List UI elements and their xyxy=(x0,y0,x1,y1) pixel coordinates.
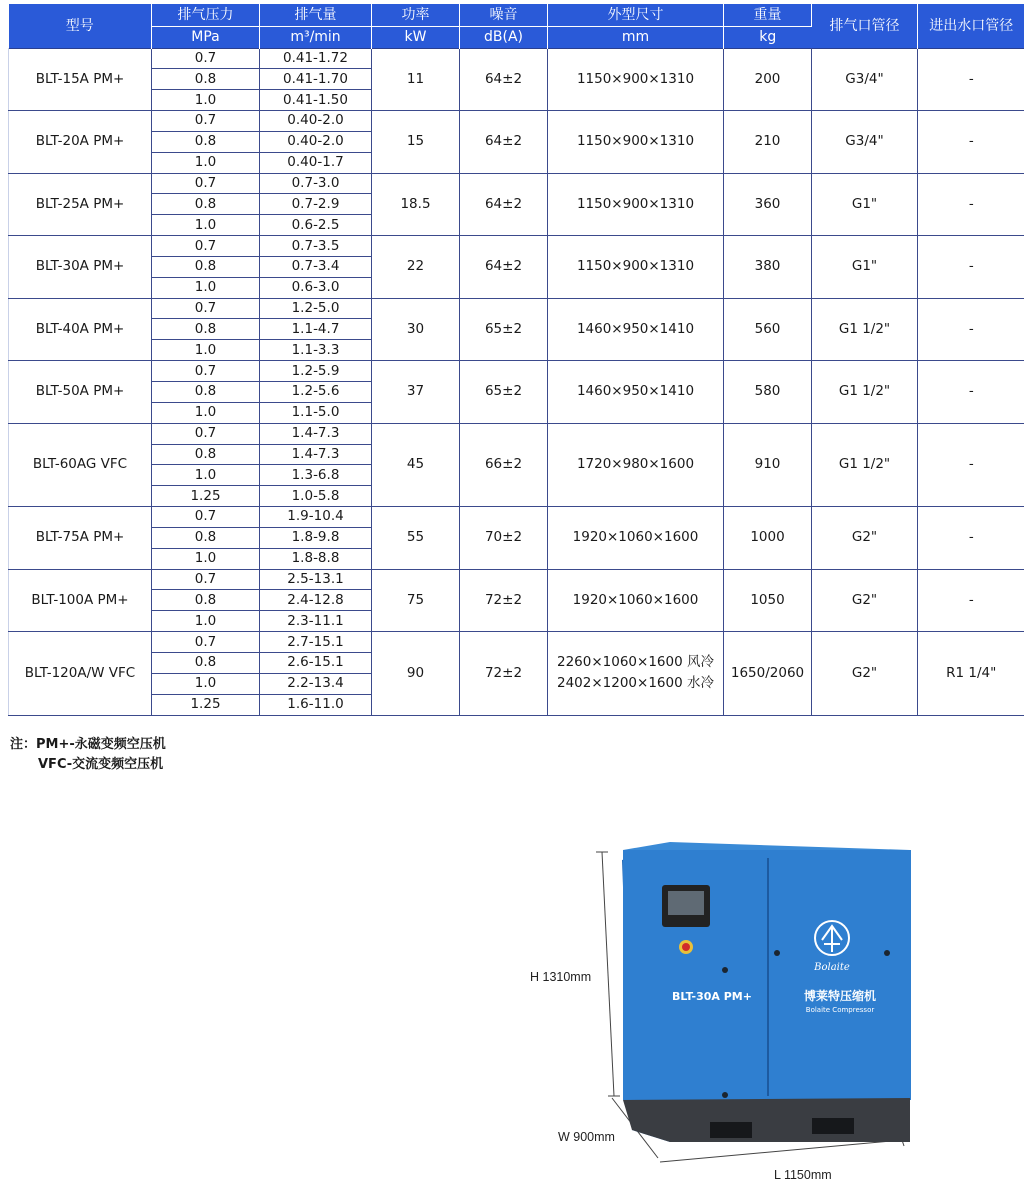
dims-line: 2402×1200×1600 水冷 xyxy=(557,675,714,692)
cell-pressure: 1.0 xyxy=(152,673,260,694)
dims-line: 1920×1060×1600 xyxy=(572,591,699,608)
cell-noise: 72±2 xyxy=(460,632,548,715)
cell-pressure: 1.25 xyxy=(152,694,260,715)
cell-water: - xyxy=(918,423,1024,506)
height-dimension-line xyxy=(602,852,614,1096)
dims-line: 1720×980×1600 xyxy=(576,456,695,473)
cell-outlet: G1 1/2" xyxy=(812,361,918,424)
cell-water: - xyxy=(918,111,1024,174)
cell-noise: 65±2 xyxy=(460,298,548,361)
cell-outlet: G2" xyxy=(812,632,918,715)
unit-weight: kg xyxy=(724,26,812,48)
cell-flow: 1.4-7.3 xyxy=(260,444,372,465)
dims-line: 1150×900×1310 xyxy=(576,133,695,150)
cell-flow: 2.3-11.1 xyxy=(260,611,372,632)
cell-power: 37 xyxy=(372,361,460,424)
cell-pressure: 0.7 xyxy=(152,361,260,382)
cell-power: 90 xyxy=(372,632,460,715)
cell-flow: 1.3-6.8 xyxy=(260,465,372,486)
cell-model: BLT-25A PM+ xyxy=(9,173,152,236)
cell-dims xyxy=(548,111,724,174)
cell-pressure: 1.0 xyxy=(152,90,260,111)
cell-flow: 1.1-4.7 xyxy=(260,319,372,340)
cell-flow: 0.40-2.0 xyxy=(260,131,372,152)
cell-model: BLT-15A PM+ xyxy=(9,48,152,111)
cell-weight: 1000 xyxy=(724,507,812,570)
unit-flow: m³/min xyxy=(260,26,372,48)
cell-pressure: 1.0 xyxy=(152,548,260,569)
cell-outlet: G2" xyxy=(812,507,918,570)
cell-noise: 70±2 xyxy=(460,507,548,570)
cell-flow: 0.7-3.5 xyxy=(260,236,372,257)
cell-weight: 1650/2060 xyxy=(724,632,812,715)
table-row xyxy=(9,48,1024,69)
cell-outlet: G3/4" xyxy=(812,48,918,111)
table-row xyxy=(9,111,1024,132)
unit-dims: mm xyxy=(548,26,724,48)
cell-noise: 64±2 xyxy=(460,173,548,236)
cell-water: - xyxy=(918,173,1024,236)
col-weight: 重量 xyxy=(724,4,812,26)
cell-flow: 2.7-15.1 xyxy=(260,632,372,653)
cell-water: R1 1/4" xyxy=(918,632,1024,715)
cell-pressure: 0.7 xyxy=(152,236,260,257)
cell-noise: 65±2 xyxy=(460,361,548,424)
cell-pressure: 0.8 xyxy=(152,444,260,465)
forklift-slot-right xyxy=(812,1118,854,1134)
table-row xyxy=(9,507,1024,528)
cell-pressure: 0.8 xyxy=(152,382,260,403)
cell-dims xyxy=(548,361,724,424)
note-vfc: VFC-交流变频空压机 xyxy=(38,757,164,772)
cell-pressure: 0.7 xyxy=(152,48,260,69)
cell-water: - xyxy=(918,361,1024,424)
cell-noise: 64±2 xyxy=(460,111,548,174)
length-label: L 1150mm xyxy=(774,1168,832,1182)
cell-pressure: 1.25 xyxy=(152,486,260,507)
cell-flow: 1.4-7.3 xyxy=(260,423,372,444)
cell-power: 15 xyxy=(372,111,460,174)
cell-flow: 2.6-15.1 xyxy=(260,652,372,673)
cell-dims xyxy=(548,298,724,361)
dims-line: 1460×950×1410 xyxy=(576,320,695,337)
cell-noise: 72±2 xyxy=(460,569,548,632)
cell-flow: 1.0-5.8 xyxy=(260,486,372,507)
cell-water: - xyxy=(918,48,1024,111)
cell-weight: 910 xyxy=(724,423,812,506)
cell-outlet: G1 1/2" xyxy=(812,298,918,361)
cell-weight: 1050 xyxy=(724,569,812,632)
cell-dims xyxy=(548,507,724,570)
cell-weight: 360 xyxy=(724,173,812,236)
cell-flow: 1.2-5.0 xyxy=(260,298,372,319)
cell-pressure: 1.0 xyxy=(152,340,260,361)
cell-flow: 1.1-3.3 xyxy=(260,340,372,361)
cell-flow: 1.9-10.4 xyxy=(260,507,372,528)
cell-weight: 200 xyxy=(724,48,812,111)
cell-pressure: 0.7 xyxy=(152,298,260,319)
dims-line: 1150×900×1310 xyxy=(576,70,695,87)
cell-pressure: 0.7 xyxy=(152,423,260,444)
cell-noise: 64±2 xyxy=(460,48,548,111)
height-label: H 1310mm xyxy=(530,970,592,984)
cell-outlet: G3/4" xyxy=(812,111,918,174)
cell-flow: 0.6-2.5 xyxy=(260,215,372,236)
cell-flow: 2.5-13.1 xyxy=(260,569,372,590)
col-outlet: 排气口管径 xyxy=(812,4,918,48)
cell-dims xyxy=(548,632,724,715)
cell-noise: 64±2 xyxy=(460,236,548,299)
cell-power: 75 xyxy=(372,569,460,632)
table-row xyxy=(9,236,1024,257)
logo-script: Bolaite xyxy=(814,962,850,973)
cell-dims xyxy=(548,569,724,632)
brand-en: Bolaite Compressor xyxy=(805,1006,875,1014)
cell-flow: 0.41-1.50 xyxy=(260,90,372,111)
cell-model: BLT-75A PM+ xyxy=(9,507,152,570)
col-flow: 排气量 xyxy=(260,4,372,26)
cell-pressure: 0.8 xyxy=(152,652,260,673)
cell-pressure: 0.8 xyxy=(152,131,260,152)
cell-weight: 210 xyxy=(724,111,812,174)
cell-dims xyxy=(548,173,724,236)
cell-weight: 560 xyxy=(724,298,812,361)
cell-outlet: G1" xyxy=(812,173,918,236)
cell-model: BLT-120A/W VFC xyxy=(9,632,152,715)
width-label: W 900mm xyxy=(558,1130,615,1144)
cell-pressure: 0.8 xyxy=(152,256,260,277)
table-row xyxy=(9,298,1024,319)
cell-flow: 1.8-9.8 xyxy=(260,527,372,548)
cell-flow: 1.1-5.0 xyxy=(260,402,372,423)
table-row xyxy=(9,361,1024,382)
col-water: 进出水口管径 xyxy=(918,4,1024,48)
cell-pressure: 0.7 xyxy=(152,111,260,132)
cell-pressure: 0.7 xyxy=(152,507,260,528)
cell-flow: 0.41-1.72 xyxy=(260,48,372,69)
cell-water: - xyxy=(918,236,1024,299)
cell-pressure: 0.8 xyxy=(152,194,260,215)
cell-flow: 0.6-3.0 xyxy=(260,277,372,298)
brand-cn: 博莱特压缩机 xyxy=(803,989,877,1003)
col-model: 型号 xyxy=(9,4,152,48)
cell-pressure: 1.0 xyxy=(152,215,260,236)
notes xyxy=(10,735,166,775)
col-dims: 外型尺寸 xyxy=(548,4,724,26)
cell-noise: 66±2 xyxy=(460,423,548,506)
cell-flow: 0.7-3.0 xyxy=(260,173,372,194)
table-row xyxy=(9,173,1024,194)
cell-flow: 0.7-2.9 xyxy=(260,194,372,215)
cell-outlet: G2" xyxy=(812,569,918,632)
cell-pressure: 1.0 xyxy=(152,277,260,298)
spec-table xyxy=(8,4,1024,716)
spec-body xyxy=(9,48,1024,715)
cell-model: BLT-30A PM+ xyxy=(9,236,152,299)
cell-flow: 0.41-1.70 xyxy=(260,69,372,90)
cell-power: 18.5 xyxy=(372,173,460,236)
col-power: 功率 xyxy=(372,4,460,26)
unit-power: kW xyxy=(372,26,460,48)
cell-flow: 1.2-5.9 xyxy=(260,361,372,382)
cell-outlet: G1 1/2" xyxy=(812,423,918,506)
cell-model: BLT-50A PM+ xyxy=(9,361,152,424)
dims-line: 1460×950×1410 xyxy=(576,383,695,400)
cell-dims xyxy=(548,423,724,506)
cell-water: - xyxy=(918,569,1024,632)
col-noise: 噪音 xyxy=(460,4,548,26)
cell-pressure: 0.8 xyxy=(152,527,260,548)
unit-pressure: MPa xyxy=(152,26,260,48)
cell-model: BLT-40A PM+ xyxy=(9,298,152,361)
note-pm: 注：PM+-永磁变频空压机 xyxy=(10,737,166,752)
cell-flow: 0.7-3.4 xyxy=(260,256,372,277)
col-pressure: 排气压力 xyxy=(152,4,260,26)
cell-weight: 580 xyxy=(724,361,812,424)
cell-power: 55 xyxy=(372,507,460,570)
cell-flow: 1.8-8.8 xyxy=(260,548,372,569)
header-row xyxy=(9,4,1024,26)
dims-line: 1150×900×1310 xyxy=(576,195,695,212)
panel-model-label: BLT-30A PM+ xyxy=(672,990,752,1003)
cell-power: 30 xyxy=(372,298,460,361)
cell-pressure: 1.0 xyxy=(152,402,260,423)
cell-pressure: 1.0 xyxy=(152,152,260,173)
cell-model: BLT-20A PM+ xyxy=(9,111,152,174)
cell-flow: 2.2-13.4 xyxy=(260,673,372,694)
cell-flow: 2.4-12.8 xyxy=(260,590,372,611)
cell-flow: 1.2-5.6 xyxy=(260,382,372,403)
cell-outlet: G1" xyxy=(812,236,918,299)
unit-noise: dB(A) xyxy=(460,26,548,48)
cell-pressure: 1.0 xyxy=(152,465,260,486)
cell-power: 22 xyxy=(372,236,460,299)
cell-dims xyxy=(548,236,724,299)
cell-pressure: 0.8 xyxy=(152,69,260,90)
cell-pressure: 0.7 xyxy=(152,632,260,653)
dims-line: 1150×900×1310 xyxy=(576,258,695,275)
cell-dims xyxy=(548,48,724,111)
cell-water: - xyxy=(918,507,1024,570)
cell-flow: 0.40-1.7 xyxy=(260,152,372,173)
cell-power: 11 xyxy=(372,48,460,111)
cell-pressure: 0.8 xyxy=(152,319,260,340)
dims-line: 2260×1060×1600 风冷 xyxy=(557,654,714,671)
cell-power: 45 xyxy=(372,423,460,506)
forklift-slot-left xyxy=(710,1122,752,1138)
cell-pressure: 0.8 xyxy=(152,590,260,611)
product-figure xyxy=(530,840,930,1190)
cell-pressure: 0.7 xyxy=(152,569,260,590)
cell-flow: 1.6-11.0 xyxy=(260,694,372,715)
cell-pressure: 1.0 xyxy=(152,611,260,632)
cell-weight: 380 xyxy=(724,236,812,299)
cell-water: - xyxy=(918,298,1024,361)
table-row xyxy=(9,632,1024,653)
table-row xyxy=(9,423,1024,444)
dims-line: 1920×1060×1600 xyxy=(572,529,699,546)
cell-model: BLT-60AG VFC xyxy=(9,423,152,506)
cell-flow: 0.40-2.0 xyxy=(260,111,372,132)
table-row xyxy=(9,569,1024,590)
length-dimension-line xyxy=(660,1140,902,1162)
cell-model: BLT-100A PM+ xyxy=(9,569,152,632)
cell-pressure: 0.7 xyxy=(152,173,260,194)
